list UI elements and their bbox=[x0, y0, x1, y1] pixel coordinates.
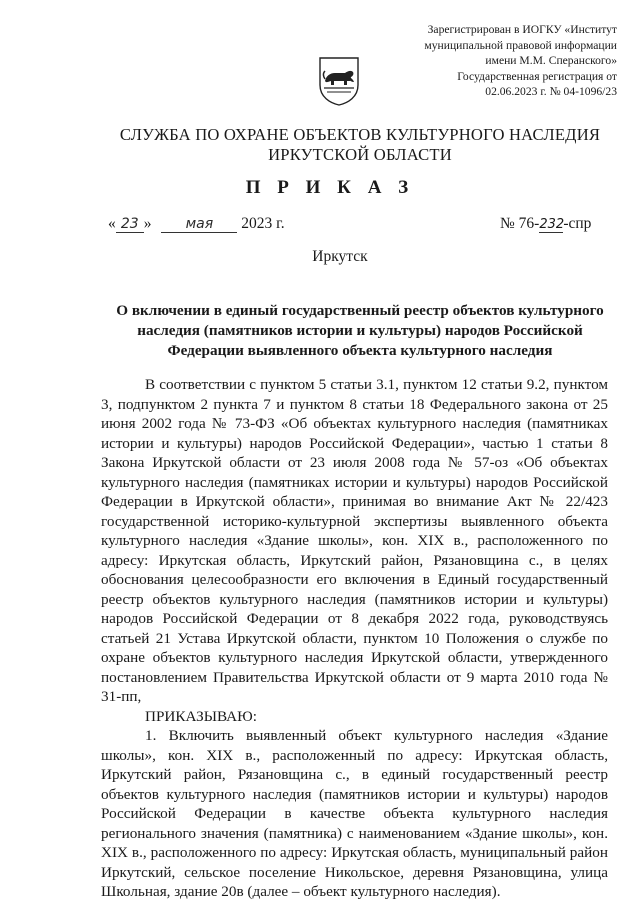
date-year: 2023 г. bbox=[241, 215, 285, 232]
date-open-quote: « bbox=[108, 215, 116, 232]
order-item-1: 1. Включить выявленный объект культурного наследия «Здание школы», кон. XIX в., расположенный по адресу: Иркутская область, Иркутский район, Рязановщина с., в единый государственный реестр объектов культурного наследия (памятников истории и культуры) народов Российской Федерации в качестве объекта культурного наследия регионального значения (памятника) с наименованием «Здание школы», кон. XIX в., расположенного по адресу: Иркутская область, муниципальный район Иркутский, сельское поселение Никольское, деревня Рязановщина, улица Школьная, здание 20в (далее – объект культурного наследия). bbox=[101, 727, 608, 900]
registration-line: Государственная регистрация от bbox=[457, 69, 617, 83]
city-name: Иркутск bbox=[312, 248, 368, 265]
registration-line: 02.06.2023 г. № 04-1096/23 bbox=[485, 85, 617, 98]
coat-of-arms-icon bbox=[317, 55, 361, 107]
order-body bbox=[101, 375, 608, 902]
date-day: 23 bbox=[116, 216, 144, 233]
registration-line: муниципальной правовой информации bbox=[424, 38, 617, 52]
document-type-title: П Р И К А З bbox=[245, 177, 415, 198]
registration-line: Зарегистрирован в ИОГКУ «Институт bbox=[427, 23, 617, 36]
registration-line: имени М.М. Сперанского» bbox=[485, 54, 617, 67]
date-month: мая bbox=[161, 216, 237, 233]
order-number bbox=[500, 215, 591, 233]
organization-region: ИРКУТСКОЙ ОБЛАСТИ bbox=[268, 145, 452, 164]
order-heading: О включении в единый государственный реестр объектов культурного наследия (памятников истории и культуры) народов Российской Федерации выявленного объекта культурного наследия bbox=[116, 302, 604, 359]
order-keyword: ПРИКАЗЫВАЮ: bbox=[145, 707, 257, 725]
organization-name: СЛУЖБА ПО ОХРАНЕ ОБЪЕКТОВ КУЛЬТУРНОГО НАСЛЕДИЯ bbox=[119, 125, 601, 144]
order-number-handwritten: 232 bbox=[539, 217, 565, 232]
date-close-quote: » bbox=[143, 215, 152, 232]
order-number-prefix: № 76- bbox=[500, 215, 540, 232]
order-number-suffix: -спр bbox=[563, 215, 592, 232]
registration-stamp bbox=[395, 22, 617, 100]
preamble-paragraph: В соответствии с пунктом 5 статьи 3.1, пунктом 12 статьи 9.2, пунктом 3, подпунктом 2 пункта 7 и пунктом 8 статьи 18 Федерального закона от 25 июня 2002 года № 73-ФЗ «Об объектах культурного наследия (памятниках истории и культуры) народов Российской Федерации», частью 1 статьи 8 Закона Иркутской области от 23 июля 2008 года № 57-оз «Об объектах культурного наследия (памятниках истории и культуры) народов Российской Федерации в Иркутской области», принимая во внимание Акт № 22/423 государственной историко-культурной экспертизы выявленного объекта культурного наследия «Здание школы», кон. XIX в., расположенного по адресу: Иркутская область, Иркутский район, Рязановщина с., в целях обоснования целесообразности его включения в Единый государственный реестр объектов культурного наследия (памятников истории и культуры) народов Российской Федерации от 8 декабря 2022 года, руководствуясь статьей 21 Устава Иркутской области, пунктом 10 Положения о службе по охране объектов культурного наследия Иркутской области, утвержденного постановлением Правительства Иркутской области от 9 марта 2010 года № 31-пп, bbox=[101, 376, 608, 705]
order-date bbox=[108, 215, 285, 233]
